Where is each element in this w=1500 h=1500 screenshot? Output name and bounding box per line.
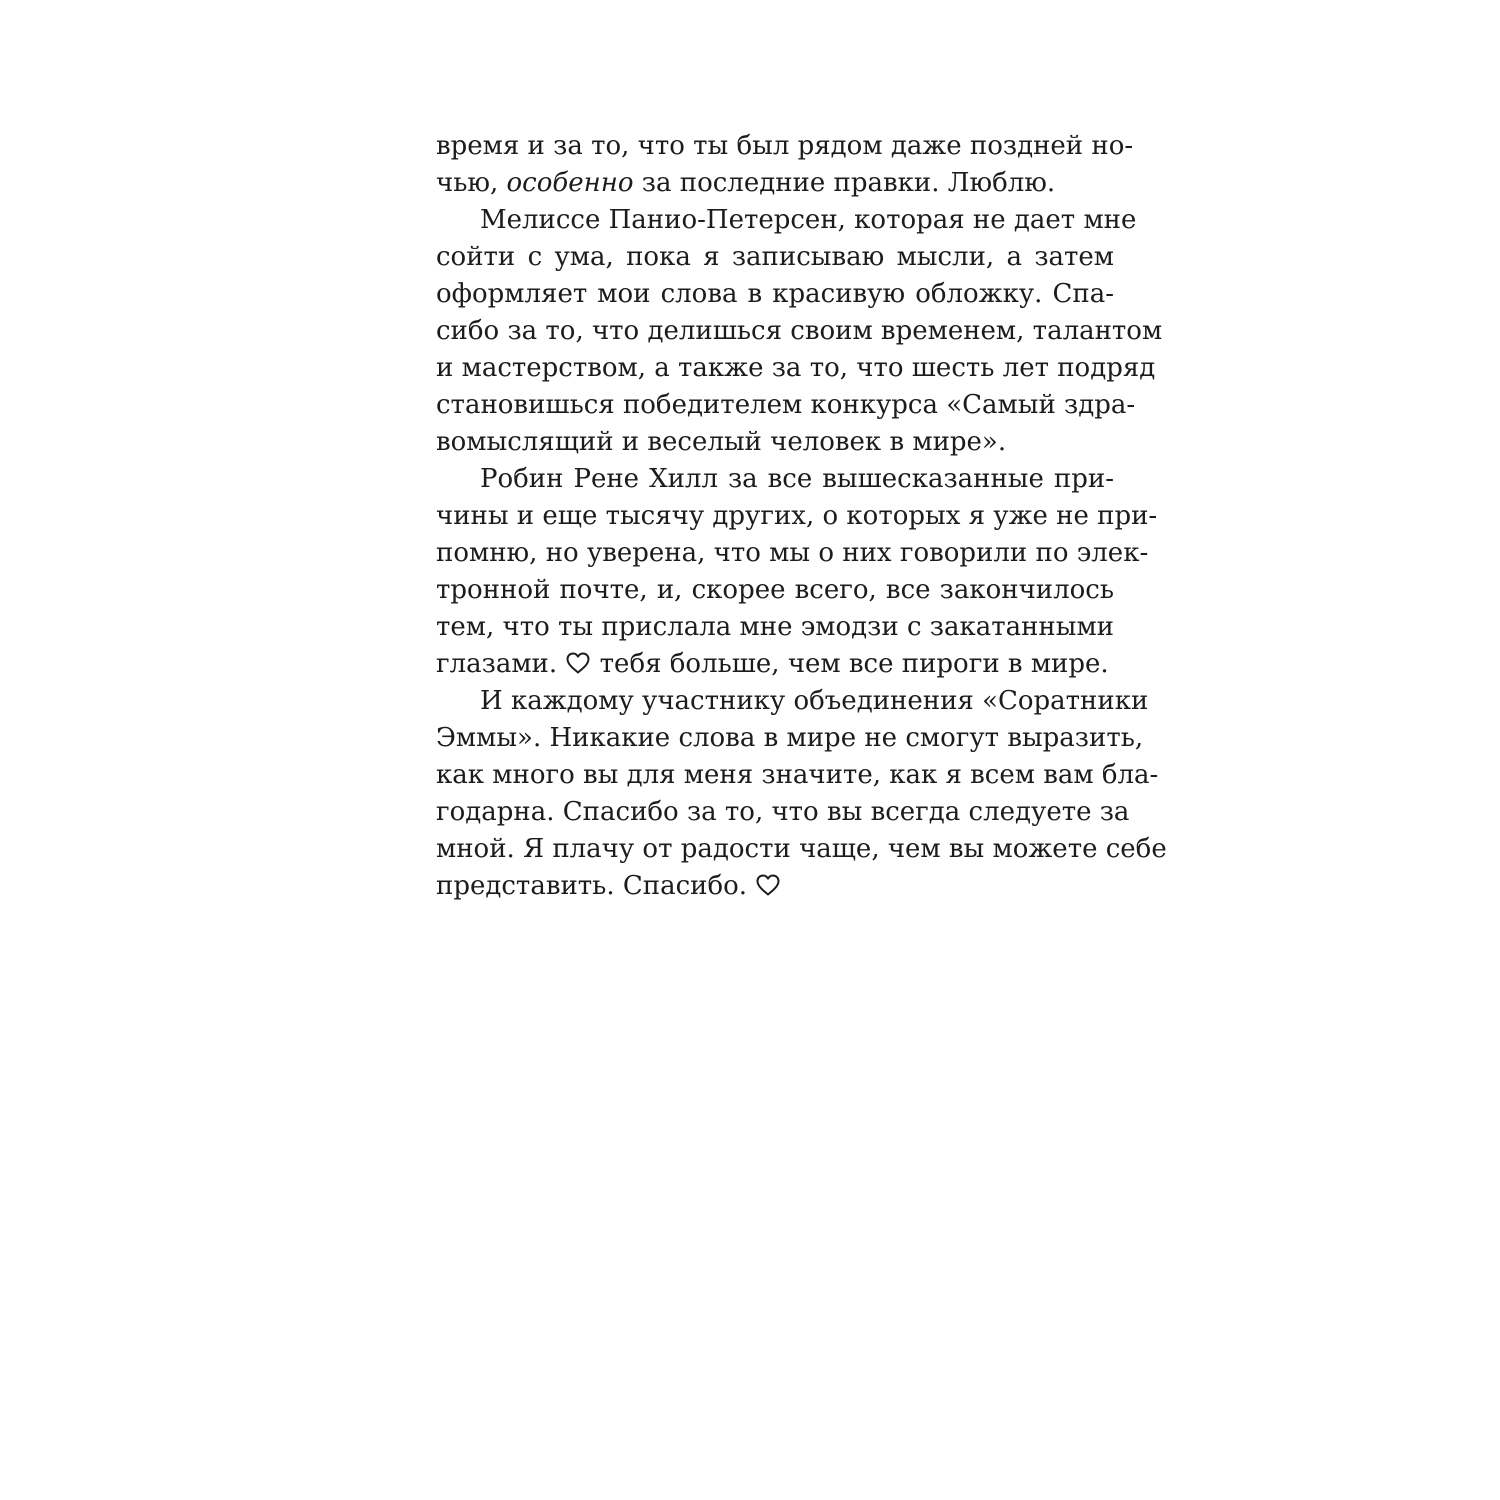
book-page: [436, 128, 1167, 905]
text-line: и мастерством, а также за то, что шесть лет подряд: [436, 353, 1156, 383]
paragraph-3: [436, 461, 1158, 683]
text-line: как много вы для меня значите, как я всем вам бла-: [436, 760, 1159, 790]
text-line: сибо за то, что делишься своим временем, талантом: [436, 316, 1163, 346]
text-line: оформляет мои слова в красивую обложку. Спа-: [436, 279, 1114, 309]
heart-icon: [565, 651, 591, 675]
text-line: мной. Я плачу от радости чаще, чем вы можете себе: [436, 834, 1167, 864]
text-line: сойти с ума, пока я записываю мысли, а затем: [436, 242, 1114, 272]
text-line: Мелиссе Панио-Петерсен, которая не дает мне: [480, 205, 1137, 235]
text-line: чины и еще тысячу других, о которых я уже не при-: [436, 501, 1158, 531]
text-line: глазами. тебя больше, чем все пироги в мире.: [436, 649, 1109, 679]
emphasis-word: особенно: [506, 168, 634, 198]
text-line: представить. Спасибо.: [436, 868, 1114, 905]
text-line: помню, но уверена, что мы о них говорили по элек-: [436, 538, 1149, 568]
text-line: Робин Рене Хилл за все вышесказанные при-: [480, 464, 1114, 494]
paragraph-2: [436, 202, 1163, 461]
text-line: тронной почте, и, скорее всего, все закончилось: [436, 575, 1114, 605]
paragraph-1: [436, 128, 1134, 202]
text-line: вомыслящий и веселый человек в мире».: [436, 427, 1007, 457]
text-line: тем, что ты прислала мне эмодзи с закатанными: [436, 612, 1114, 642]
text-line: Эммы». Никакие слова в мире не смогут выразить,: [436, 723, 1144, 753]
text-line: годарна. Спасибо за то, что вы всегда следуете за: [436, 797, 1130, 827]
text-line: чью, особенно за последние правки. Люблю.: [436, 168, 1056, 198]
text-line: становишься победителем конкурса «Самый здра-: [436, 390, 1136, 420]
paragraph-4: [436, 683, 1167, 905]
text-line: И каждому участнику объединения «Соратники: [480, 686, 1149, 716]
heart-icon: [755, 873, 781, 897]
text-line: время и за то, что ты был рядом даже поздней но-: [436, 131, 1134, 161]
